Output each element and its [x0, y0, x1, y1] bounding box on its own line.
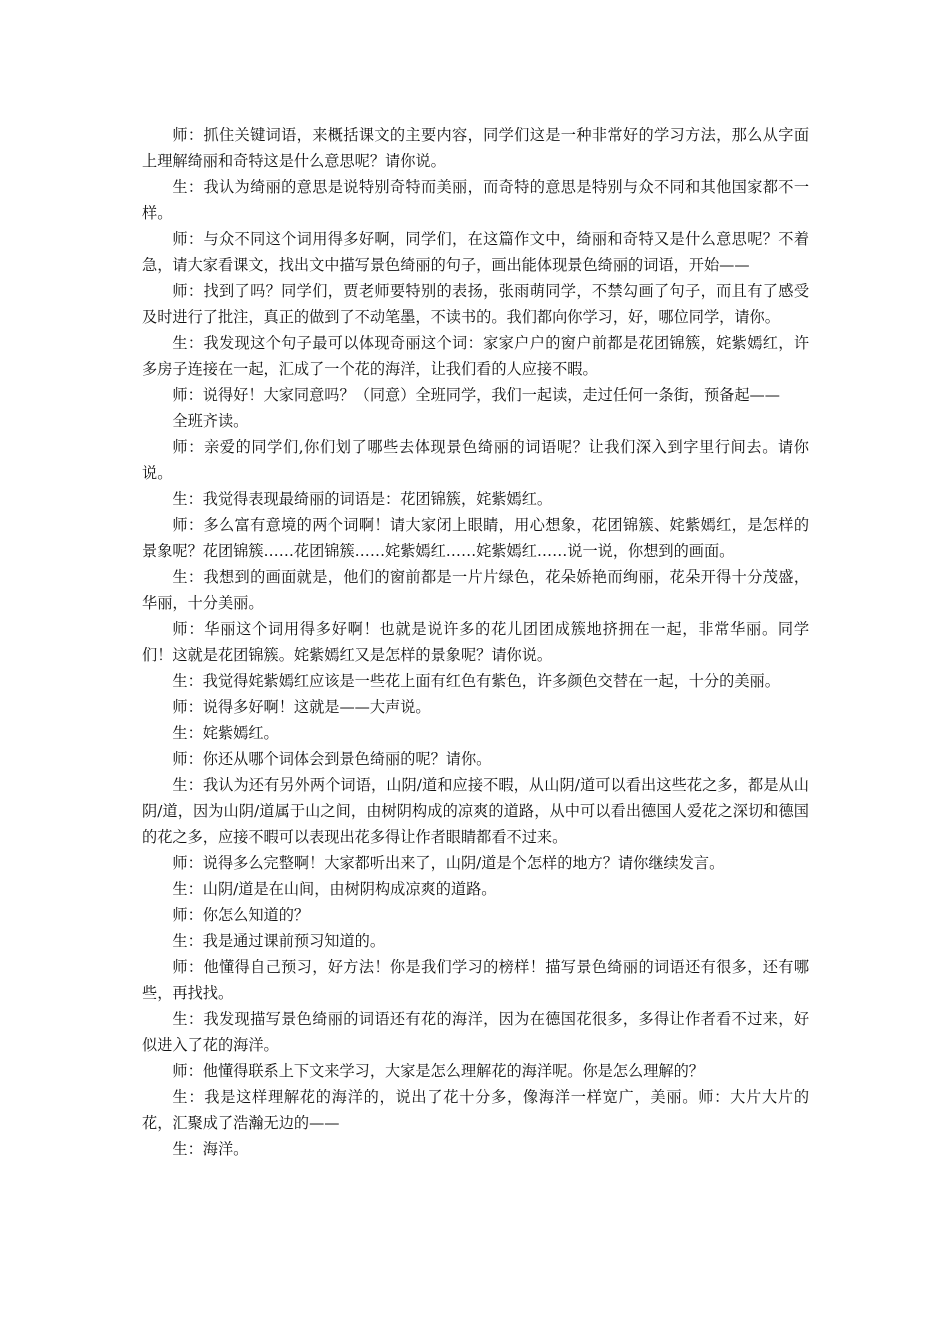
paragraph: 师：多么富有意境的两个词啊！请大家闭上眼睛，用心想象，花团锦簇、姹紫嫣红，是怎样的景象呢？花团锦簇……花团锦簇……姹紫嫣红……姹紫嫣红……说一说，你想到的画面。	[142, 516, 809, 560]
paragraph: 生：我认为绮丽的意思是说特别奇特而美丽，而奇特的意思是特别与众不同和其他国家都不一样。	[142, 178, 809, 222]
paragraph: 师：说得多么完整啊！大家都听出来了，山阴/道是个怎样的地方？请你继续发言。	[172, 854, 725, 872]
paragraph: 生：我发现这个句子最可以体现奇丽这个词：家家户户的窗户前都是花团锦簇，姹紫嫣红，许多房子连接在一起，汇成了一个花的海洋，让我们看的人应接不暇。	[142, 334, 809, 378]
paragraph: 生：我是通过课前预习知道的。	[172, 932, 386, 950]
paragraph: 师：找到了吗？同学们，贾老师要特别的表扬，张雨萌同学，不禁勾画了句子，而且有了感受及时进行了批注，真正的做到了不动笔墨，不读书的。我们都向你学习，好，哪位同学，请你。	[142, 282, 809, 326]
paragraph: 师：他懂得自己预习，好方法！你是我们学习的榜样！描写景色绮丽的词语还有很多，还有哪些，再找找。	[142, 958, 809, 1002]
paragraph: 师：亲爱的同学们,你们划了哪些去体现景色绮丽的词语呢？让我们深入到字里行间去。请你说。	[142, 438, 809, 482]
paragraph: 生：我认为还有另外两个词语，山阴/道和应接不暇，从山阴/道可以看出这些花之多，都是从山阴/道，因为山阴/道属于山之间，由树阴构成的凉爽的道路，从中可以看出德国人爱花之深切和德国的花之多，应接不暇可以表现出花多得让作者眼睛都看不过来。	[142, 776, 809, 846]
paragraph: 生：我是这样理解花的海洋的，说出了花十分多，像海洋一样宽广，美丽。师：大片大片的花，汇聚成了浩瀚无边的——	[142, 1088, 809, 1132]
paragraph: 生：我发现描写景色绮丽的词语还有花的海洋，因为在德国花很多，多得让作者看不过来，好似进入了花的海洋。	[142, 1010, 809, 1054]
paragraph: 全班齐读。	[172, 412, 249, 430]
paragraph: 师：说得好！大家同意吗？（同意）全班同学，我们一起读，走过任何一条街，预备起——	[172, 386, 780, 404]
paragraph: 生：姹紫嫣红。	[172, 724, 279, 742]
paragraph: 生：我觉得表现最绮丽的词语是：花团锦簇，姹紫嫣红。	[172, 490, 553, 508]
document-body	[142, 122, 809, 1162]
paragraph: 师：你怎么知道的？	[172, 906, 310, 924]
paragraph: 师：华丽这个词用得多好啊！也就是说许多的花儿团团成簇地挤拥在一起，非常华丽。同学们！这就是花团锦簇。姹紫嫣红又是怎样的景象呢？请你说。	[142, 620, 809, 664]
paragraph: 生：我想到的画面就是，他们的窗前都是一片片绿色，花朵娇艳而绚丽，花朵开得十分茂盛，华丽，十分美丽。	[142, 568, 809, 612]
paragraph: 师：抓住关键词语，来概括课文的主要内容，同学们这是一种非常好的学习方法，那么从字面上理解绮丽和奇特这是什么意思呢？请你说。	[142, 126, 809, 170]
paragraph: 师：与众不同这个词用得多好啊，同学们，在这篇作文中，绮丽和奇特又是什么意思呢？不着急，请大家看课文，找出文中描写景色绮丽的句子，画出能体现景色绮丽的词语，开始——	[142, 230, 809, 274]
paragraph: 师：他懂得联系上下文来学习，大家是怎么理解花的海洋呢。你是怎么理解的？	[172, 1062, 704, 1080]
paragraph: 师：你还从哪个词体会到景色绮丽的呢？请你。	[172, 750, 492, 768]
paragraph: 生：海洋。	[172, 1140, 249, 1158]
paragraph: 生：山阴/道是在山间，由树阴构成凉爽的道路。	[172, 880, 497, 898]
paragraph: 师：说得多好啊！这就是——大声说。	[172, 698, 431, 716]
paragraph: 生：我觉得姹紫嫣红应该是一些花上面有红色有紫色，许多颜色交替在一起，十分的美丽。	[172, 672, 780, 690]
